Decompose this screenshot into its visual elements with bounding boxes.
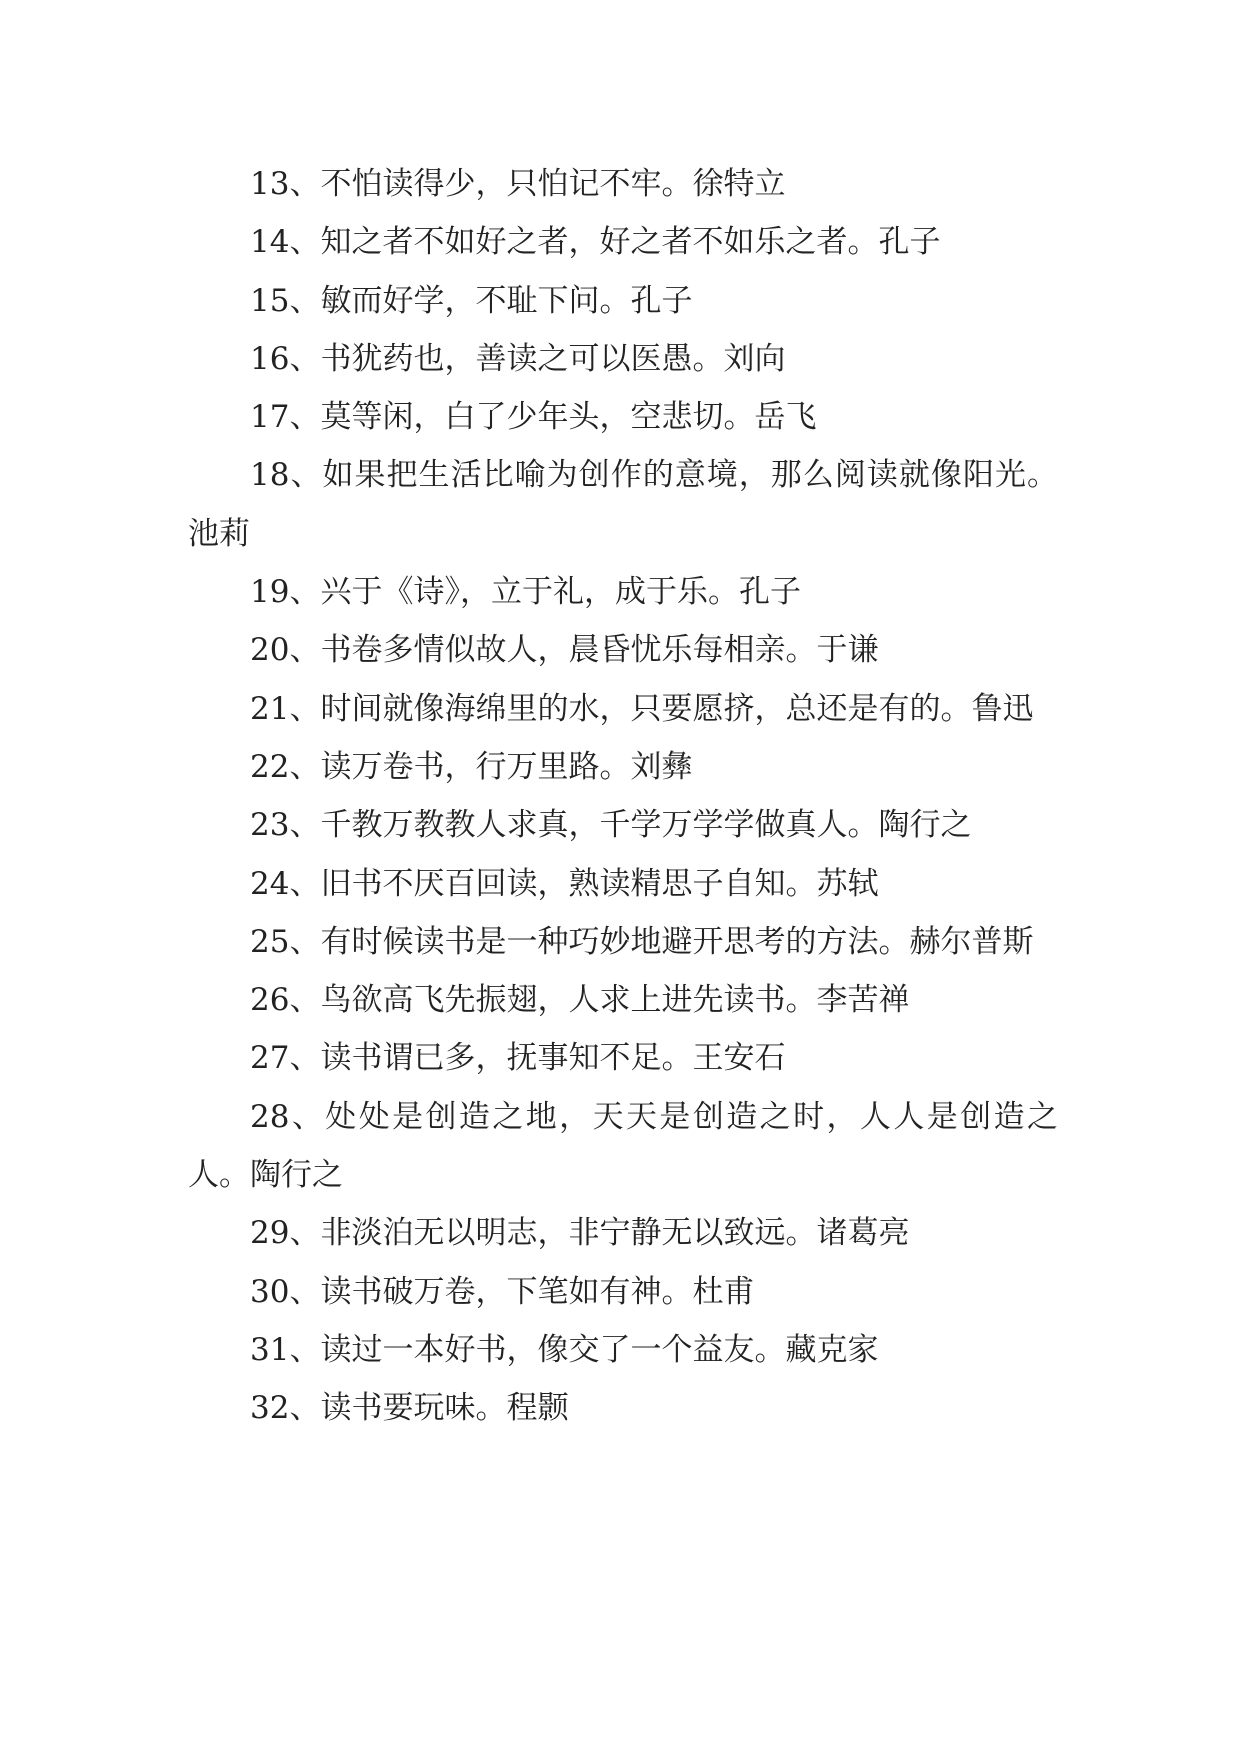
quote-item: 28、处处是创造之地，天天是创造之时，人人是创造之人。陶行之	[188, 1098, 1058, 1194]
quote-item: 30、读书破万卷，下笔如有神。杜甫	[250, 1273, 755, 1310]
quote-item: 18、如果把生活比喻为创作的意境，那么阅读就像阳光。池莉	[188, 457, 1058, 552]
quote-item: 27、读书谓已多，抚事知不足。王安石	[250, 1040, 786, 1077]
quote-item: 22、读万卷书，行万里路。刘彝	[250, 748, 693, 785]
quote-item: 32、读书要玩味。程颢	[250, 1390, 569, 1427]
quote-item: 31、读过一本好书，像交了一个益友。藏克家	[250, 1331, 879, 1368]
quote-item: 13、不怕读得少，只怕记不牢。徐特立	[250, 166, 786, 202]
quote-item: 19、兴于《诗》，立于礼，成于乐。孔子	[250, 574, 801, 611]
quote-item: 23、千教万教教人求真，千学万学学做真人。陶行之	[250, 807, 972, 844]
quote-item: 21、时间就像海绵里的水，只要愿挤，总还是有的。鲁迅	[250, 690, 1034, 727]
quote-item: 25、有时候读书是一种巧妙地避开思考的方法。赫尔普斯	[250, 923, 1034, 960]
quote-item: 24、旧书不厌百回读，熟读精思子自知。苏轼	[250, 865, 879, 902]
quote-item: 26、鸟欲高飞先振翅，人求上进先读书。李苦禅	[250, 982, 910, 1019]
quote-item: 16、书犹药也，善读之可以医愚。刘向	[250, 340, 786, 377]
quote-item: 20、书卷多情似故人，晨昏忧乐每相亲。于谦	[250, 632, 879, 669]
quote-item: 15、敏而好学，不耻下问。孔子	[250, 282, 693, 319]
quote-list	[188, 155, 1058, 1438]
quote-item: 14、知之者不如好之者，好之者不如乐之者。孔子	[250, 224, 941, 261]
quote-item: 17、莫等闲，白了少年头，空悲切。岳飞	[250, 399, 817, 436]
quote-item: 29、非淡泊无以明志，非宁静无以致远。诸葛亮	[250, 1215, 910, 1252]
